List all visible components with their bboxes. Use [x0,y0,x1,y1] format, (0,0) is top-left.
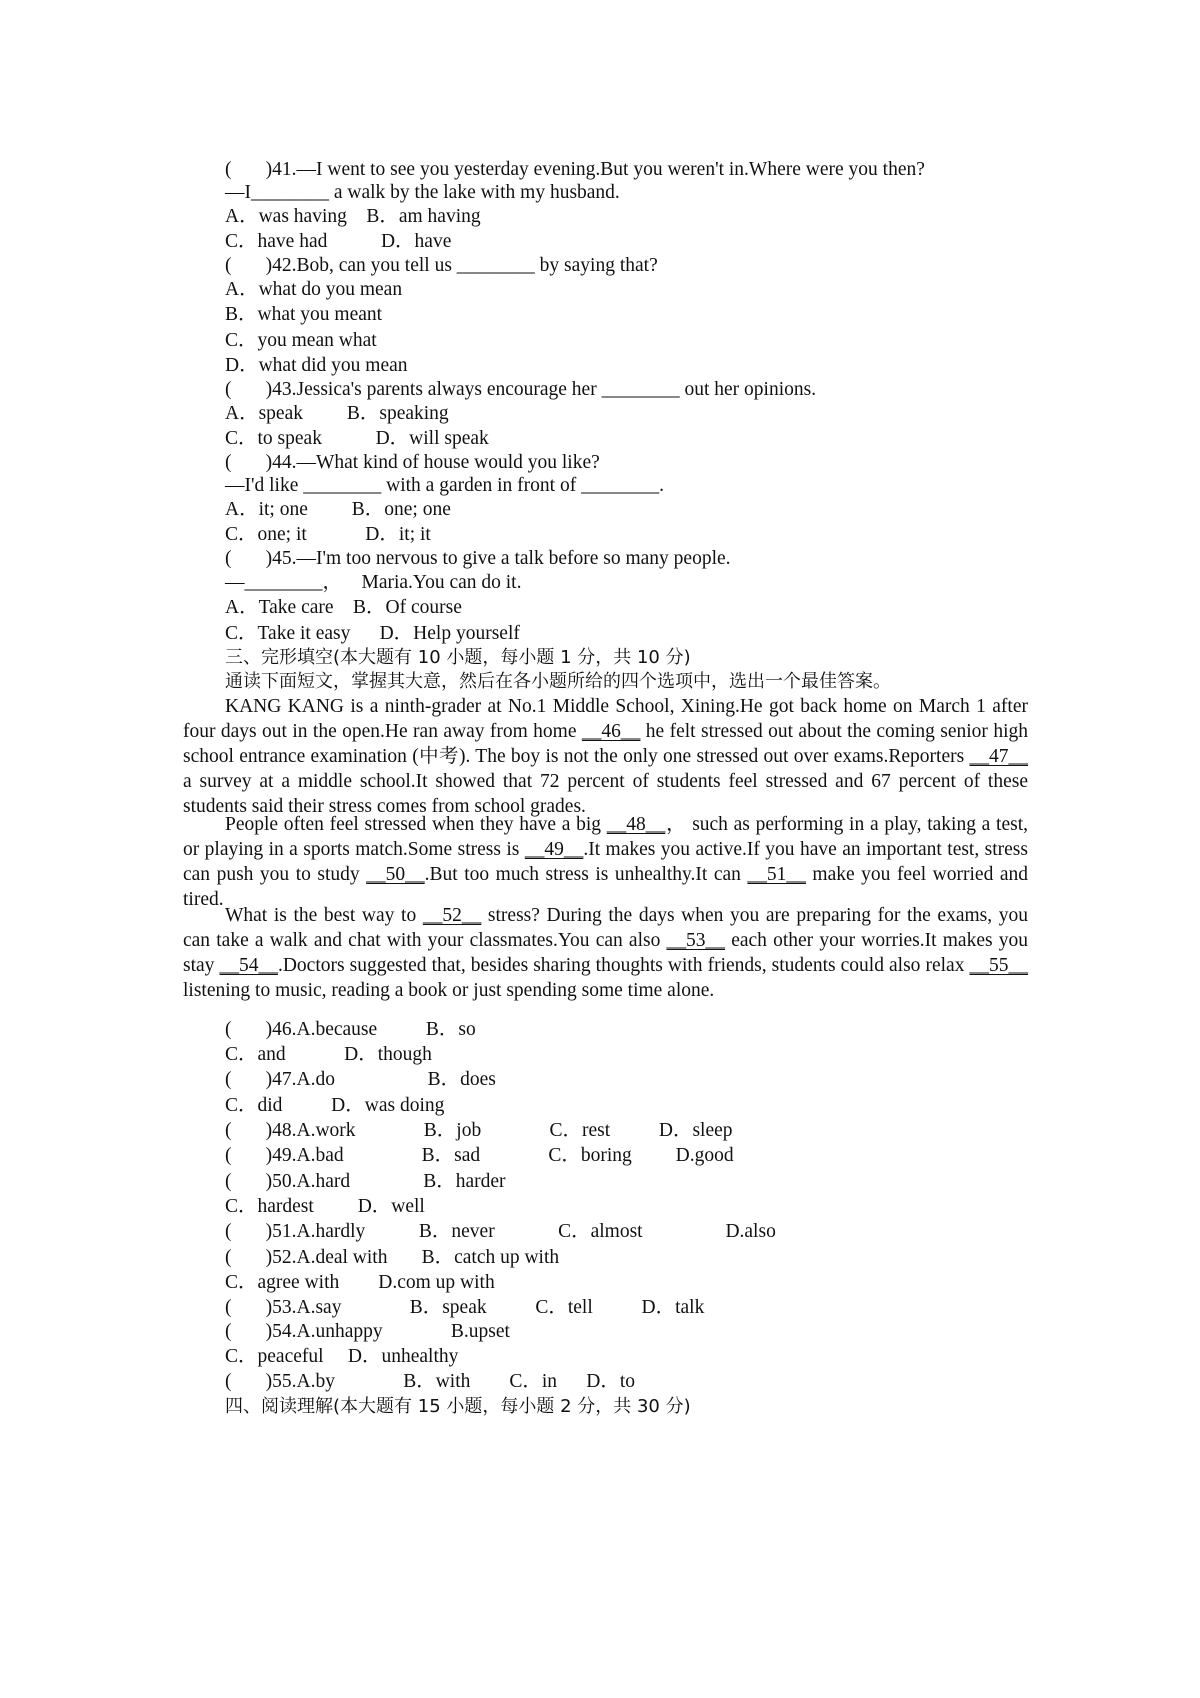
q44-options-ab: A．it; one B．one; one [225,499,451,520]
q43-options-ab: A．speak B．speaking [225,403,449,424]
blank-46: __46__ [581,721,641,742]
q54-options-ab: ( )54.A.unhappy B.upset [225,1321,510,1342]
q49-options: ( )49.A.bad B．sad C．boring D.good [225,1145,734,1166]
blank-55: __55__ [969,955,1028,976]
q50-options-cd: C．hardest D．well [225,1196,425,1217]
q41-stem: ( )41.—I went to see you yesterday evening.But you weren't in.Where were you then? [225,159,925,180]
q44-stem: ( )44.—What kind of house would you like? [225,452,600,473]
blank-51: __51__ [747,864,806,885]
q43-options-cd: C．to speak D．will speak [225,428,489,449]
q43-stem: ( )43.Jessica's parents always encourage her ________ out her opinions. [225,379,817,400]
q47-options-cd: C．did D．was doing [225,1095,445,1116]
passage-text: People often feel stressed when they have a big [225,814,607,835]
passage-text: he felt stressed out about the coming senior high school entrance examination (中考). The boy is not the only one stressed out over exams.Reporters [183,721,1028,767]
q41-options-cd: C．have had D．have [225,231,452,252]
blank-49: __49__ [524,839,584,860]
q51-options: ( )51.A.hardly B．never C．almost D.also [225,1221,776,1242]
q52-options-cd: C．agree with D.com up with [225,1272,495,1293]
q44-options-cd: C．one; it D．it; it [225,524,431,545]
q42-option-c: C．you mean what [225,330,377,351]
passage-text: a survey at a middle school.It showed that 72 percent of students feel stressed and 67 percent of these students said their stress comes from school grades. [183,771,1028,817]
blank-54: __54__ [219,955,278,976]
blank-52: __52__ [422,905,482,926]
q45-reply: —________， Maria.You can do it. [225,572,522,593]
passage-text: listening to music, reading a book or just spending some time alone. [183,980,715,1001]
q46-options-ab: ( )46.A.because B．so [225,1019,476,1040]
passage-paragraph-2 [183,812,1028,912]
passage-text: .It makes you active.If you have an important test, stress can push you to study [183,839,1028,885]
passage-text: each other your worries.It makes you stay [183,930,1028,976]
passage-text: What is the best way to [225,905,423,926]
q54-options-cd: C．peaceful D．unhealthy [225,1346,459,1367]
q53-options: ( )53.A.say B．speak C．tell D．talk [225,1297,705,1318]
q46-options-cd: C．and D．though [225,1044,432,1065]
q42-option-a: A．what do you mean [225,279,403,300]
passage-text: ， such as performing in a play, taking a test, or playing in a sports match.Some stress is [183,814,1029,860]
section-4-heading: 四、阅读理解(本大题有 15 小题，每小题 2 分，共 30 分) [225,1396,691,1417]
blank-47: __47__ [969,746,1028,767]
passage-text: stress? During the days when you are preparing for the exams, you can take a walk and chat with your classmates.You can also [183,905,1028,951]
q41-reply: —I________ a walk by the lake with my husband. [225,182,620,203]
passage-paragraph-1 [183,694,1028,819]
passage-text: KANG KANG is a ninth-grader at No.1 Middle School, Xining.He got back home on March 1 after four days out in the open.He ran away from home [183,696,1028,742]
q42-stem: ( )42.Bob, can you tell us ________ by saying that? [225,255,658,276]
q45-options-cd: C．Take it easy D．Help yourself [225,623,520,644]
section-3-instruction: 通读下面短文，掌握其大意，然后在各小题所给的四个选项中，选出一个最佳答案。 [225,671,891,692]
q47-options-ab: ( )47.A.do B．does [225,1069,496,1090]
q48-options: ( )48.A.work B．job C．rest D．sleep [225,1120,733,1141]
q42-option-d: D．what did you mean [225,355,408,376]
passage-text: make you feel worried and tired. [183,864,1028,910]
blank-53: __53__ [666,930,726,951]
q45-options-ab: A．Take care B．Of course [225,597,462,618]
section-3-heading: 三、完形填空(本大题有 10 小题，每小题 1 分，共 10 分) [225,647,691,668]
q41-options-ab: A．was having B．am having [225,206,481,227]
q50-options-ab: ( )50.A.hard B．harder [225,1171,506,1192]
q44-reply: —I'd like ________ with a garden in front of ________. [225,475,664,496]
q52-options-ab: ( )52.A.deal with B．catch up with [225,1247,560,1268]
q55-options: ( )55.A.by B．with C．in D．to [225,1371,636,1392]
q42-option-b: B．what you meant [225,304,383,325]
q45-stem: ( )45.—I'm too nervous to give a talk before so many people. [225,548,731,569]
passage-text: .But too much stress is unhealthy.It can [424,864,748,885]
passage-text: .Doctors suggested that, besides sharing thoughts with friends, students could also relax [277,955,970,976]
blank-50: __50__ [366,864,425,885]
passage-paragraph-3 [183,903,1028,1003]
blank-48: __48__ [606,814,666,835]
